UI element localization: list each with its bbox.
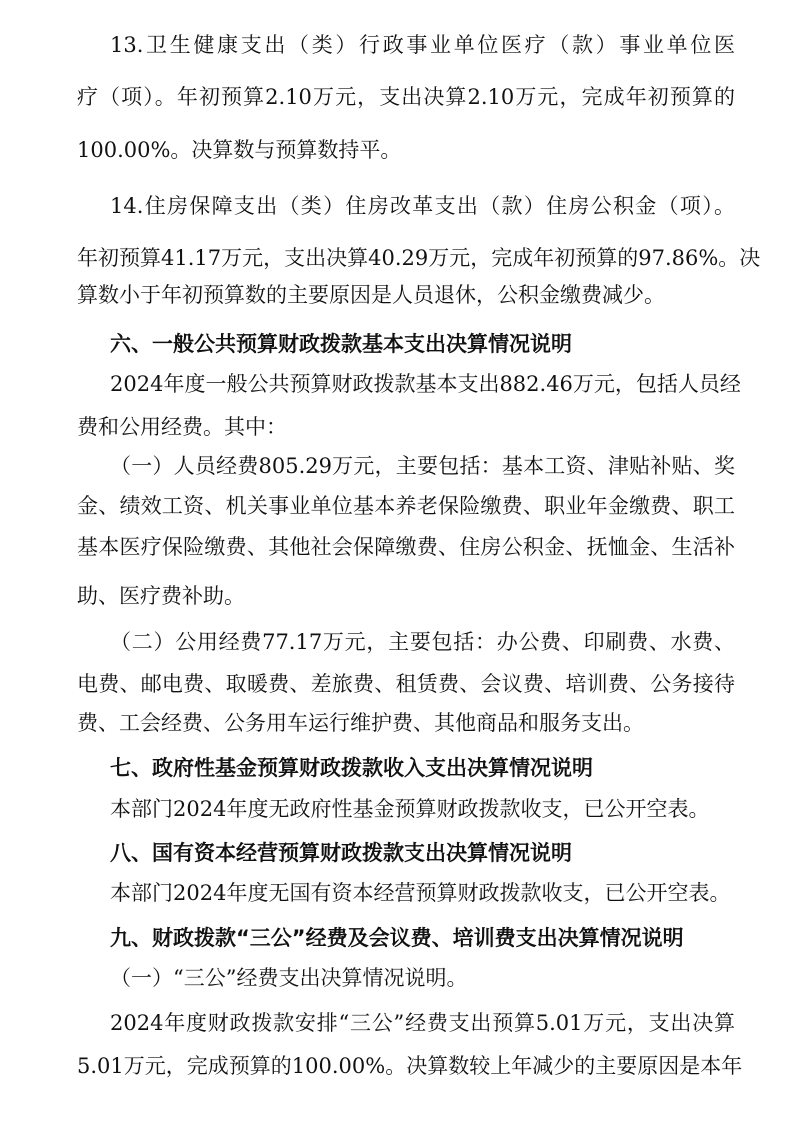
text-line: 100.00%。决算数与预算数持平。 xyxy=(77,138,402,162)
text-line: 14.住房保障支出（类）住房改革支出（款）住房公积金（项）。 xyxy=(110,194,735,218)
section-heading: 八、国有资本经营预算财政拨款支出决算情况说明 xyxy=(110,841,572,865)
text-line: （一）“三公”经费支出决算情况说明。 xyxy=(110,966,468,990)
text-line: 本部门2024年度无政府性基金预算财政拨款收支，已公开空表。 xyxy=(110,797,710,821)
text-line: 基本医疗保险缴费、其他社会保障缴费、住房公积金、抚恤金、生活补 xyxy=(77,535,735,559)
text-line: （一）人员经费805.29万元，主要包括：基本工资、津贴补贴、奖 xyxy=(110,454,735,478)
section-heading: 七、政府性基金预算财政拨款收入支出决算情况说明 xyxy=(110,756,593,780)
text-line: （二）公用经费77.17万元，主要包括：办公费、印刷费、水费、 xyxy=(110,630,735,654)
text-line: 助、医疗费补助。 xyxy=(77,584,245,608)
text-line: 13.卫生健康支出（类）行政事业单位医疗（款）事业单位医 xyxy=(110,33,735,57)
text-line: 费、工会经费、公务用车运行维护费、其他商品和服务支出。 xyxy=(77,711,644,735)
text-line: 本部门2024年度无国有资本经营预算财政拨款收支，已公开空表。 xyxy=(110,881,731,905)
text-line: 算数小于年初预算数的主要原因是人员退休，公积金缴费减少。 xyxy=(77,283,665,307)
text-line: 2024年度财政拨款安排“三公”经费支出预算5.01万元，支出决算 xyxy=(110,1011,735,1035)
text-line: 年初预算41.17万元，支出决算40.29万元，完成年初预算的97.86%。决 xyxy=(77,246,761,270)
text-line: 金、绩效工资、机关事业单位基本养老保险缴费、职业年金缴费、职工 xyxy=(77,494,735,518)
text-line: 5.01万元，完成预算的100.00%。决算数较上年减少的主要原因是本年 xyxy=(77,1054,743,1078)
section-heading: 六、一般公共预算财政拨款基本支出决算情况说明 xyxy=(110,332,572,356)
text-line: 电费、邮电费、取暖费、差旅费、租赁费、会议费、培训费、公务接待 xyxy=(77,672,735,696)
text-line: 疗（项）。年初预算2.10万元，支出决算2.10万元，完成年初预算的 xyxy=(77,85,735,109)
section-heading: 九、财政拨款“三公”经费及会议费、培训费支出决算情况说明 xyxy=(110,926,684,950)
text-line: 费和公用经费。其中： xyxy=(77,415,287,439)
text-line: 2024年度一般公共预算财政拨款基本支出882.46万元，包括人员经 xyxy=(110,372,741,396)
